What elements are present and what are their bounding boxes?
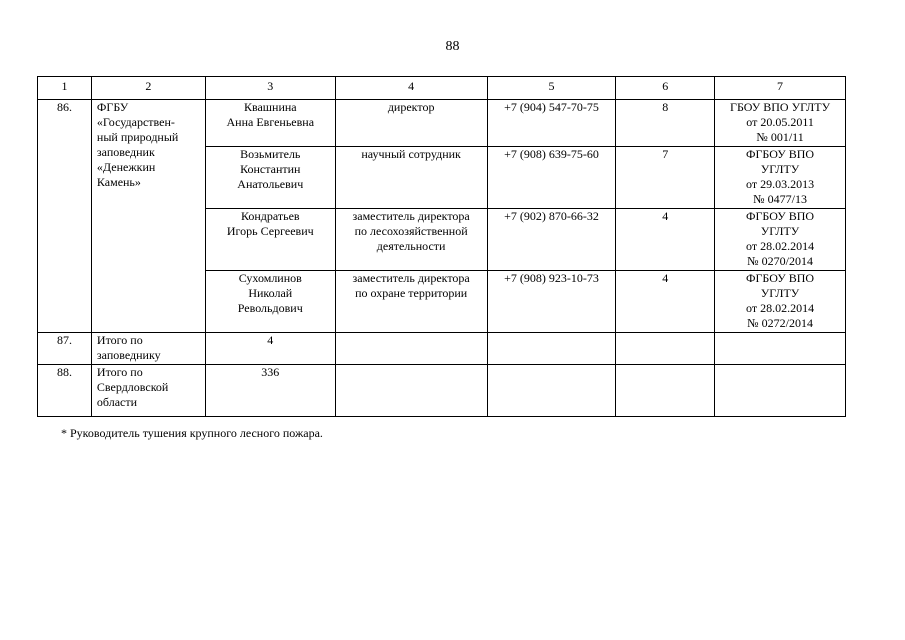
person-document: ФГБОУ ВПО УГЛТУ от 29.03.2013 № 0477/13 [715,147,846,209]
person-phone: +7 (908) 923-10-73 [487,271,616,333]
total-value: 336 [205,365,335,417]
person-name: Сухомлинов Николай Револьдович [205,271,335,333]
table-row [38,100,846,147]
empty-cell [335,333,487,365]
column-header: 5 [487,77,616,100]
person-position: директор [335,100,487,147]
row-number: 87. [38,333,92,365]
total-row [38,365,846,417]
column-header: 7 [715,77,846,100]
person-document: ФГБОУ ВПО УГЛТУ от 28.02.2014 № 0272/2014 [715,271,846,333]
column-header: 6 [616,77,715,100]
column-header: 3 [205,77,335,100]
empty-cell [487,333,616,365]
footnote: * Руководитель тушения крупного лесного пожара. [61,426,323,440]
person-position: научный сотрудник [335,147,487,209]
empty-cell [487,365,616,417]
column-header: 1 [38,77,92,100]
person-document: ФГБОУ ВПО УГЛТУ от 28.02.2014 № 0270/2014 [715,209,846,271]
organization-name: ФГБУ «Государствен- ный природный заповедник «Денежкин Камень» [91,100,205,333]
total-value: 4 [205,333,335,365]
person-phone: +7 (904) 547-70-75 [487,100,616,147]
row-number: 88. [38,365,92,417]
person-name: Возьмитель Константин Анатольевич [205,147,335,209]
person-count: 7 [616,147,715,209]
column-header: 2 [91,77,205,100]
person-count: 4 [616,209,715,271]
empty-cell [616,365,715,417]
empty-cell [616,333,715,365]
person-name: Кондратьев Игорь Сергеевич [205,209,335,271]
person-position: заместитель директора по лесохозяйственной деятельности [335,209,487,271]
total-row [38,333,846,365]
person-phone: +7 (908) 639-75-60 [487,147,616,209]
column-header: 4 [335,77,487,100]
row-number: 86. [38,100,92,333]
person-name: Квашнина Анна Евгеньевна [205,100,335,147]
header-row [38,77,846,100]
person-count: 8 [616,100,715,147]
person-document: ГБОУ ВПО УГЛТУ от 20.05.2011 № 001/11 [715,100,846,147]
empty-cell [335,365,487,417]
person-position: заместитель директора по охране территории [335,271,487,333]
total-label: Итого по заповеднику [91,333,205,365]
personnel-table [37,76,846,417]
empty-cell [715,365,846,417]
person-count: 4 [616,271,715,333]
total-label: Итого по Свердловской области [91,365,205,417]
empty-cell [715,333,846,365]
page-number: 88 [445,39,460,54]
person-phone: +7 (902) 870-66-32 [487,209,616,271]
